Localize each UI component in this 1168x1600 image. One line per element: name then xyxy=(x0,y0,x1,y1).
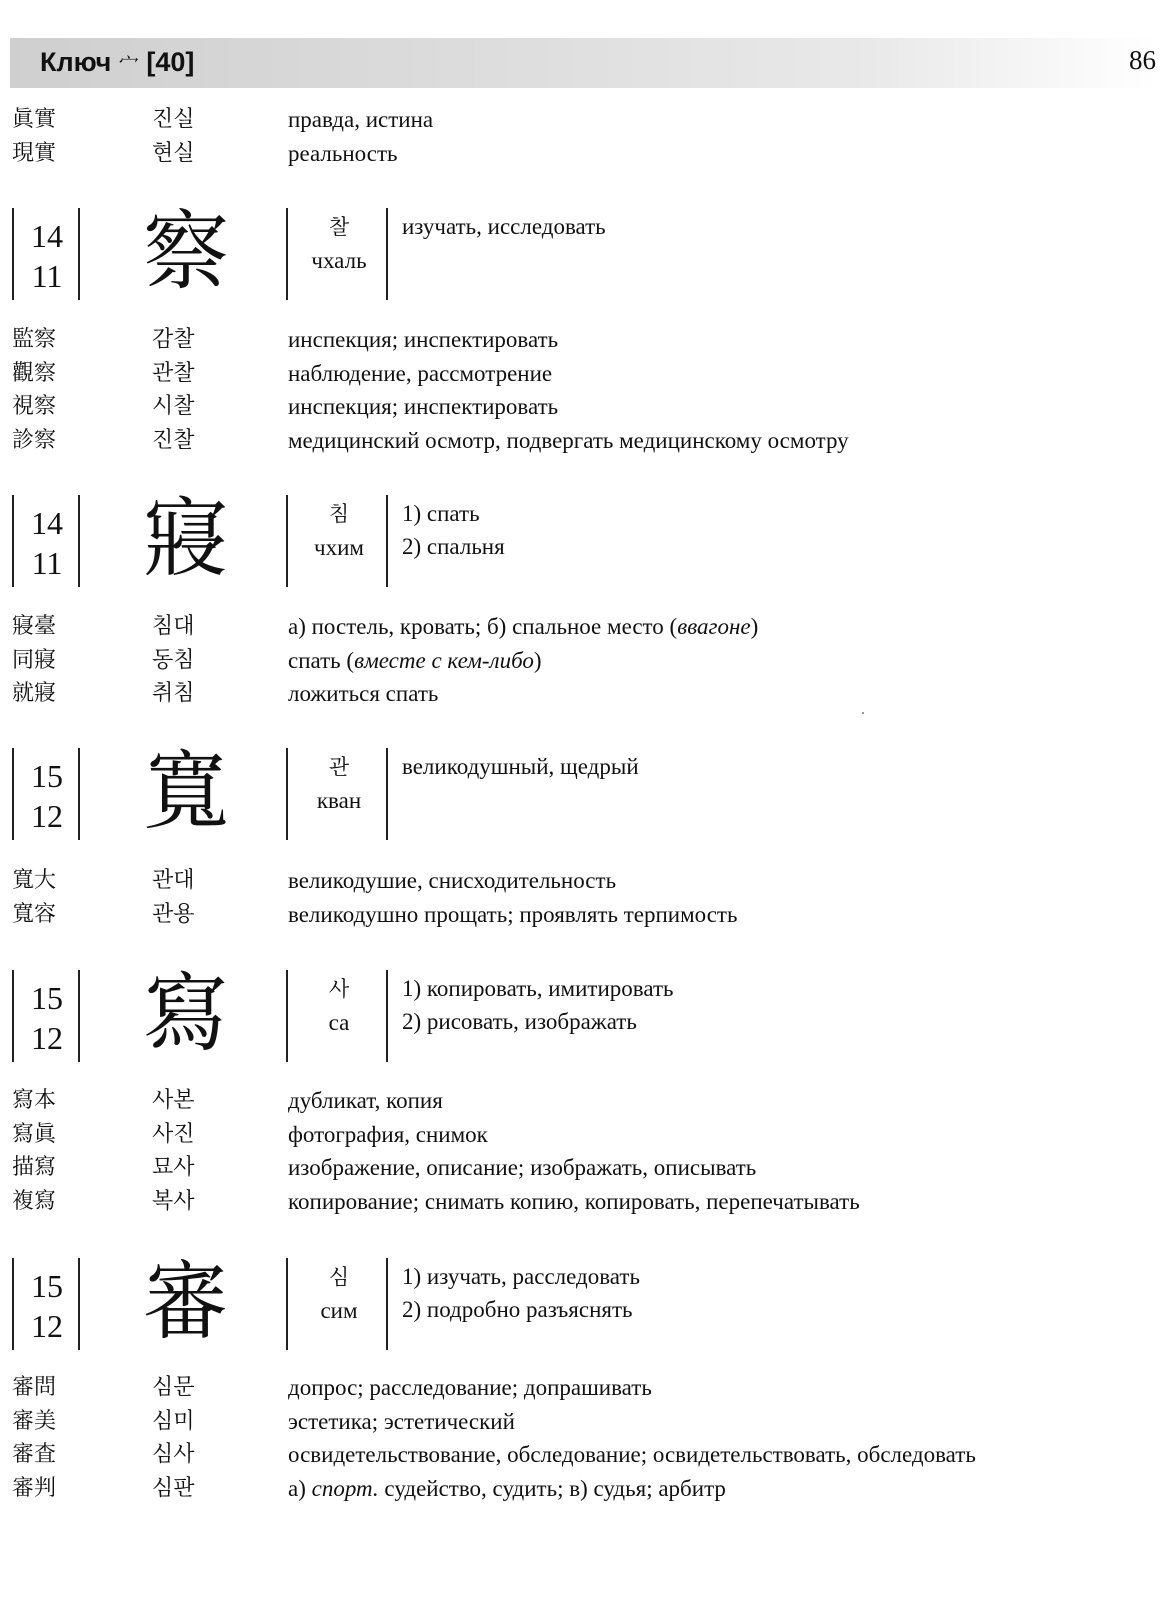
meaning: 2) подробно разъяснять xyxy=(402,1297,633,1322)
compound-translation xyxy=(288,610,758,643)
page-number: 86 xyxy=(1129,45,1156,75)
readings xyxy=(290,497,388,565)
translation-text: спать ( xyxy=(288,647,355,673)
reading-hangul: 관 xyxy=(328,755,350,779)
meaning: 1) изучать, расследовать xyxy=(402,1264,640,1289)
compound-hangul: 심사 xyxy=(152,1442,195,1467)
vertical-rule xyxy=(12,748,14,840)
compound-hanja: 寬容 xyxy=(12,901,57,927)
stroke-extra: 11 xyxy=(31,545,63,581)
compound-list xyxy=(0,864,1168,931)
compound-hanja: 描寫 xyxy=(12,1155,57,1180)
compound-hangul: 시찰 xyxy=(152,394,195,419)
page-header xyxy=(10,38,1158,88)
stroke-extra: 12 xyxy=(31,1308,63,1344)
compound-list xyxy=(0,1371,1168,1505)
compound-hanja: 寬大 xyxy=(12,868,57,893)
compound-hangul: 현실 xyxy=(152,140,195,166)
compound-row xyxy=(0,1118,1168,1152)
stroke-counts xyxy=(26,756,68,836)
compound-hangul: 심판 xyxy=(152,1475,195,1501)
compound-row xyxy=(0,864,1168,898)
meaning: 2) рисовать, изображать xyxy=(402,1009,637,1034)
meanings xyxy=(402,497,505,563)
vertical-rule xyxy=(286,1258,288,1350)
readings xyxy=(290,750,388,818)
compound-translation: правда, истина xyxy=(288,107,434,132)
compound-hangul: 진실 xyxy=(152,107,195,132)
compound-row xyxy=(0,1472,1168,1506)
translation-text: а) постель, кровать; б) спальное место ( xyxy=(288,614,678,639)
translation-tail: судейство, судить; в) судья; арбитр xyxy=(378,1475,726,1501)
compound-hangul: 심미 xyxy=(152,1408,195,1434)
compound-hanja: 眞實 xyxy=(12,107,57,132)
translation-italic: спорт. xyxy=(311,1475,379,1501)
translation-tail: ) xyxy=(750,614,759,639)
compound-hangul: 관대 xyxy=(152,868,195,893)
compound-translation xyxy=(288,644,542,677)
readings xyxy=(290,210,388,278)
reading-cyrillic: чхим xyxy=(314,535,364,560)
stroke-total: 14 xyxy=(31,505,63,541)
compound-row xyxy=(0,644,1168,678)
stroke-extra: 12 xyxy=(31,1020,63,1056)
compound-translation: медицинский осмотр, подвергать медицинскому осмотру xyxy=(288,427,849,453)
compound-row xyxy=(0,1371,1168,1405)
compound-row xyxy=(0,610,1168,644)
reading-hangul: 찰 xyxy=(328,215,350,239)
compound-list xyxy=(0,610,1168,711)
stroke-total: 15 xyxy=(31,758,63,794)
headword-character: 寢 xyxy=(143,489,229,589)
compound-hanja: 寢臺 xyxy=(12,614,57,639)
compound-hangul: 사본 xyxy=(152,1088,195,1113)
meanings xyxy=(402,750,639,783)
reading-hangul: 사 xyxy=(328,977,350,1001)
vertical-rule xyxy=(78,970,80,1062)
compound-row xyxy=(0,1084,1168,1118)
compound-hangul: 관용 xyxy=(152,901,195,927)
compound-translation: освидетельствование, обследование; освидетельствовать, обследовать xyxy=(288,1442,976,1467)
stroke-total: 14 xyxy=(31,218,63,254)
compound-hangul: 침대 xyxy=(152,614,195,639)
headword-character: 審 xyxy=(143,1252,229,1352)
compound-translation: наблюдение, рассмотрение xyxy=(288,360,553,386)
stroke-total: 15 xyxy=(31,980,63,1016)
vertical-rule xyxy=(386,748,388,840)
compound-translation: ложиться спать xyxy=(288,681,439,706)
stroke-total: 15 xyxy=(31,1268,63,1304)
compound-row xyxy=(0,323,1168,357)
vertical-rule xyxy=(386,495,388,587)
translation-italic: вместе с кем-либо xyxy=(354,647,534,673)
compound-translation: великодушно прощать; проявлять терпимость xyxy=(288,901,738,927)
reading-cyrillic: кван xyxy=(316,788,362,813)
compound-hanja: 同寢 xyxy=(12,647,57,673)
stroke-counts xyxy=(26,1266,68,1346)
compound-row xyxy=(0,424,1168,458)
scan-speck xyxy=(862,712,864,714)
readings xyxy=(290,972,388,1040)
meaning: великодушный, щедрый xyxy=(402,754,639,779)
vertical-rule xyxy=(286,748,288,840)
compound-hangul: 동침 xyxy=(152,647,195,673)
vertical-rule xyxy=(386,970,388,1062)
vertical-rule xyxy=(286,208,288,300)
readings xyxy=(290,1260,388,1328)
section-title-key: Ключ xyxy=(40,47,112,77)
character-entry xyxy=(0,964,1168,1064)
compound-translation: копирование; снимать копию, копировать, перепечатывать xyxy=(288,1188,860,1214)
radical-glyph: 宀 xyxy=(118,52,139,76)
compound-hanja: 觀察 xyxy=(12,360,57,386)
compound-hanja: 監察 xyxy=(12,327,57,352)
character-entry xyxy=(0,742,1168,842)
translation-text: а) xyxy=(288,1475,312,1501)
compound-translation: великодушие, снисходительность xyxy=(288,868,617,893)
character-entry xyxy=(0,202,1168,302)
compound-hanja: 審問 xyxy=(12,1375,57,1400)
vertical-rule xyxy=(12,1258,14,1350)
reading-cyrillic: са xyxy=(328,1010,350,1035)
reading-cyrillic: чхаль xyxy=(311,248,367,273)
meaning: 1) копировать, имитировать xyxy=(402,976,674,1001)
compound-translation: изображение, описание; изображать, описывать xyxy=(288,1155,757,1180)
compound-translation: фотография, снимок xyxy=(288,1121,488,1147)
vertical-rule xyxy=(78,495,80,587)
character-entry xyxy=(0,1252,1168,1352)
compound-hangul: 묘사 xyxy=(152,1155,195,1180)
compound-row xyxy=(0,390,1168,424)
compound-hanja: 審美 xyxy=(12,1408,57,1434)
compound-hanja: 視察 xyxy=(12,394,57,419)
compound-row xyxy=(0,357,1168,391)
meaning: 2) спальня xyxy=(402,534,505,559)
compound-hangul: 복사 xyxy=(152,1188,195,1214)
compound-translation: инспекция; инспектировать xyxy=(288,394,559,419)
compound-translation: дубликат, копия xyxy=(288,1088,443,1113)
headword-character: 寫 xyxy=(143,964,229,1064)
stroke-extra: 12 xyxy=(31,798,63,834)
reading-hangul: 심 xyxy=(328,1265,350,1289)
headword-character: 寬 xyxy=(143,742,229,842)
headword-character: 察 xyxy=(143,202,229,302)
compound-hangul: 진찰 xyxy=(152,427,195,453)
meanings xyxy=(402,210,606,243)
compound-hangul: 감찰 xyxy=(152,327,195,352)
compound-hanja: 就寢 xyxy=(12,681,57,706)
compound-row xyxy=(0,1151,1168,1185)
compound-row xyxy=(0,898,1168,932)
compound-translation xyxy=(288,1472,726,1505)
compound-hangul: 취침 xyxy=(152,681,195,706)
vertical-rule xyxy=(78,1258,80,1350)
reading-cyrillic: сим xyxy=(320,1298,358,1323)
stroke-extra: 11 xyxy=(31,258,63,294)
compound-hanja: 寫眞 xyxy=(12,1121,57,1147)
compound-row xyxy=(0,137,1168,171)
vertical-rule xyxy=(286,495,288,587)
compound-hanja: 審判 xyxy=(12,1475,57,1501)
vertical-rule xyxy=(78,748,80,840)
meanings xyxy=(402,1260,640,1326)
radical-number: [40] xyxy=(146,47,195,77)
compound-list xyxy=(0,323,1168,457)
compound-hanja: 現實 xyxy=(12,140,57,166)
vertical-rule xyxy=(78,208,80,300)
translation-tail: ) xyxy=(533,647,542,673)
vertical-rule xyxy=(286,970,288,1062)
vertical-rule xyxy=(12,970,14,1062)
vertical-rule xyxy=(386,1258,388,1350)
compound-hanja: 寫本 xyxy=(12,1088,57,1113)
meaning: 1) спать xyxy=(402,501,480,526)
vertical-rule xyxy=(12,208,14,300)
compound-translation: эстетика; эстетический xyxy=(288,1408,515,1434)
reading-hangul: 침 xyxy=(328,502,350,526)
compound-translation: инспекция; инспектировать xyxy=(288,327,559,352)
stroke-counts xyxy=(26,978,68,1058)
compound-row xyxy=(0,1405,1168,1439)
compound-hanja: 診察 xyxy=(12,427,57,453)
meaning: изучать, исследовать xyxy=(402,214,606,239)
compound-list xyxy=(0,1084,1168,1218)
compound-hanja: 複寫 xyxy=(12,1188,57,1214)
top-compound-list xyxy=(0,103,1168,170)
compound-hangul: 관찰 xyxy=(152,360,195,386)
character-entry xyxy=(0,489,1168,589)
compound-row xyxy=(0,1438,1168,1472)
section-title xyxy=(40,44,194,82)
stroke-counts xyxy=(26,216,68,296)
compound-hanja: 審査 xyxy=(12,1442,57,1467)
vertical-rule xyxy=(386,208,388,300)
compound-row xyxy=(0,103,1168,137)
compound-hangul: 사진 xyxy=(152,1121,195,1147)
translation-italic: ввагоне xyxy=(677,614,751,639)
stroke-counts xyxy=(26,503,68,583)
compound-row xyxy=(0,677,1168,711)
compound-hangul: 심문 xyxy=(152,1375,195,1400)
vertical-rule xyxy=(12,495,14,587)
compound-translation: допрос; расследование; допрашивать xyxy=(288,1375,652,1400)
compound-translation: реальность xyxy=(288,140,398,166)
meanings xyxy=(402,972,674,1038)
compound-row xyxy=(0,1185,1168,1219)
